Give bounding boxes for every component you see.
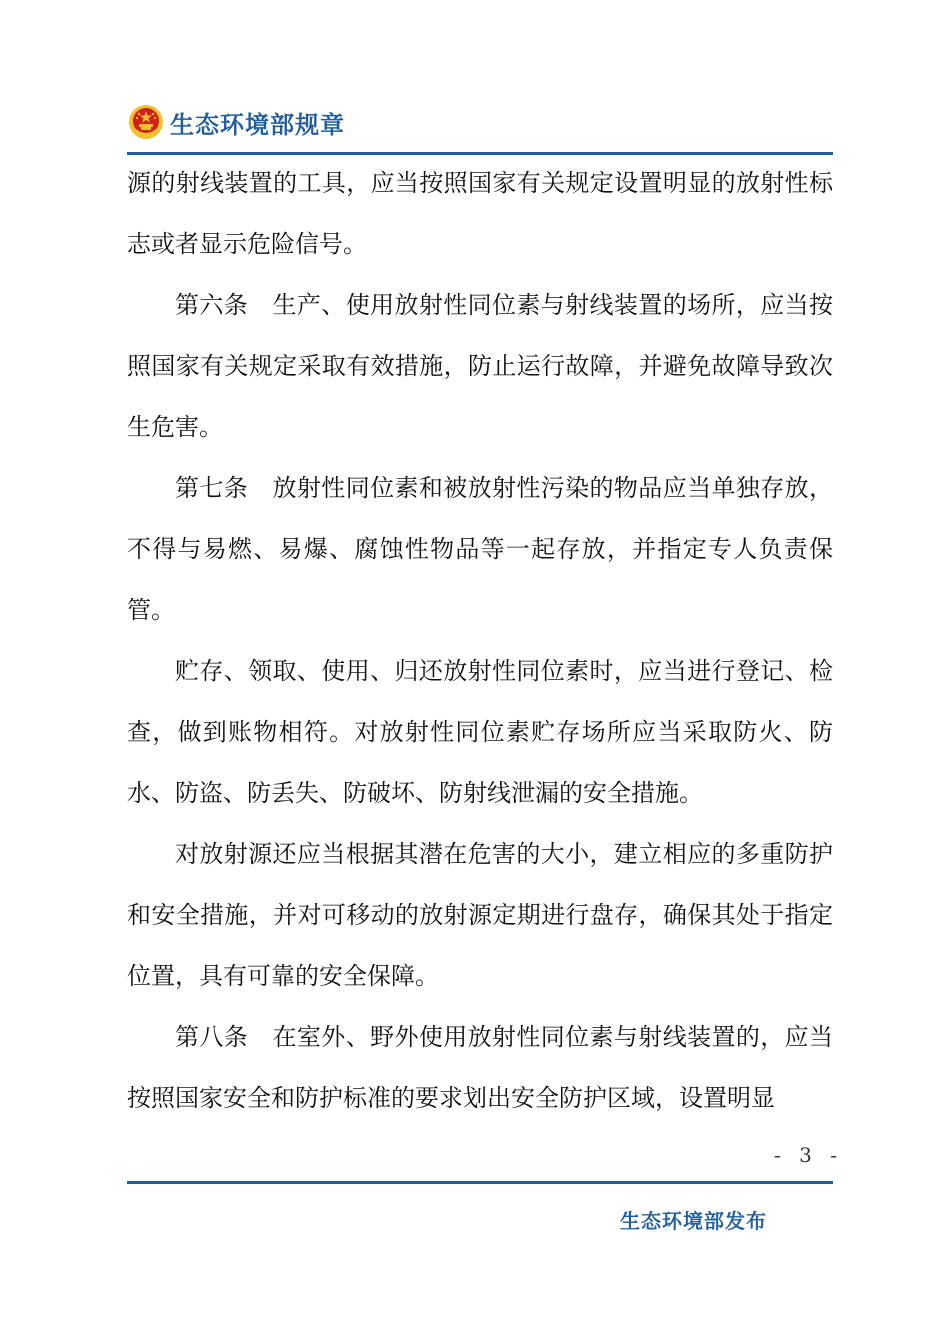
footer-divider — [127, 1181, 833, 1184]
paragraph: 对放射源还应当根据其潜在危害的大小，建立相应的多重防护和安全措施，并对可移动的放射源定期进行盘存，确保其处于指定位置，具有可靠的安全保障。 — [127, 840, 833, 990]
national-emblem-icon — [128, 104, 164, 140]
header-title: 生态环境部规章 — [170, 110, 345, 139]
footer-publisher: 生态环境部发布 — [620, 1209, 767, 1233]
document-body — [127, 153, 833, 1129]
paragraph: 贮存、领取、使用、归还放射性同位素时，应当进行登记、检查，做到账物相符。对放射性同位素贮存场所应当采取防火、防水、防盗、防丢失、防破坏、防射线泄漏的安全措施。 — [127, 657, 833, 807]
paragraph-article-6: 第六条 生产、使用放射性同位素与射线装置的场所，应当按照国家有关规定采取有效措施，防止运行故障，并避免故障导致次生危害。 — [127, 291, 833, 441]
paragraph-article-8: 第八条 在室外、野外使用放射性同位素与射线装置的，应当按照国家安全和防护标准的要求划出安全防护区域，设置明显 — [127, 1023, 833, 1112]
paragraph: 源的射线装置的工具，应当按照国家有关规定设置明显的放射性标志或者显示危险信号。 — [127, 169, 833, 258]
page-number: - 3 - — [774, 1143, 843, 1167]
page-header — [128, 100, 345, 144]
paragraph-article-7: 第七条 放射性同位素和被放射性污染的物品应当单独存放，不得与易燃、易爆、腐蚀性物品等一起存放，并指定专人负责保管。 — [127, 474, 833, 624]
